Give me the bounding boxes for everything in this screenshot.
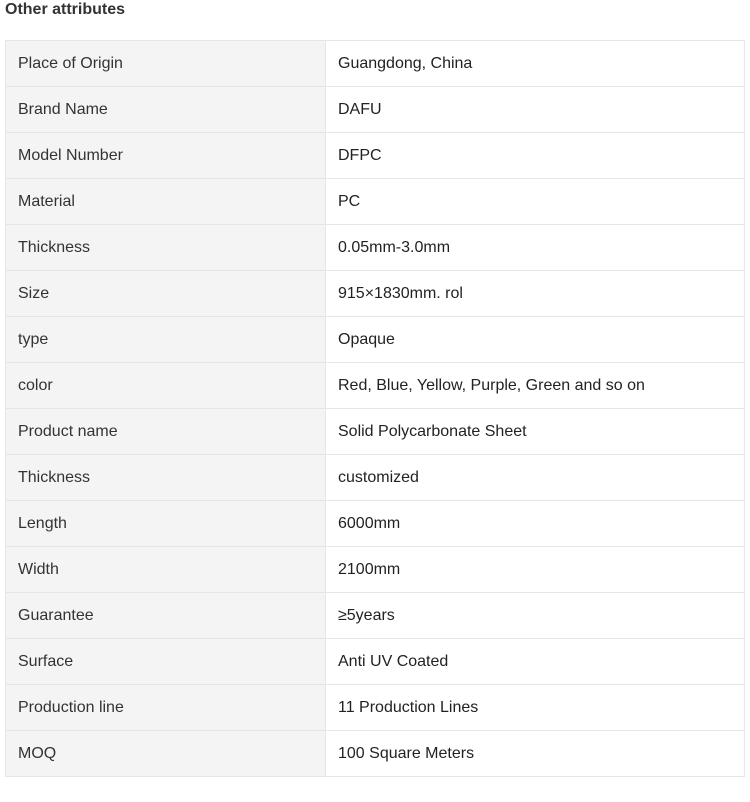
attribute-value: 11 Production Lines xyxy=(326,685,745,731)
attribute-value: 915×1830mm. rol xyxy=(326,271,745,317)
attribute-value: PC xyxy=(326,179,745,225)
attribute-value: 2100mm xyxy=(326,547,745,593)
attribute-name: Brand Name xyxy=(6,87,326,133)
attribute-name: Surface xyxy=(6,639,326,685)
table-row xyxy=(6,271,745,317)
attributes-table xyxy=(5,40,745,777)
attribute-name: Production line xyxy=(6,685,326,731)
table-row xyxy=(6,731,745,777)
attribute-name: Place of Origin xyxy=(6,41,326,87)
attribute-name: type xyxy=(6,317,326,363)
attribute-name: Size xyxy=(6,271,326,317)
attribute-value: customized xyxy=(326,455,745,501)
attribute-name: Model Number xyxy=(6,133,326,179)
table-row xyxy=(6,547,745,593)
table-row xyxy=(6,363,745,409)
attribute-value: Solid Polycarbonate Sheet xyxy=(326,409,745,455)
table-row xyxy=(6,455,745,501)
table-row xyxy=(6,685,745,731)
attribute-value: DFPC xyxy=(326,133,745,179)
attribute-value: Red, Blue, Yellow, Purple, Green and so on xyxy=(326,363,745,409)
attribute-value: Guangdong, China xyxy=(326,41,745,87)
table-row xyxy=(6,639,745,685)
attribute-name: Guarantee xyxy=(6,593,326,639)
attribute-name: Thickness xyxy=(6,455,326,501)
table-row xyxy=(6,593,745,639)
attribute-value: 6000mm xyxy=(326,501,745,547)
attribute-value: Anti UV Coated xyxy=(326,639,745,685)
table-row xyxy=(6,409,745,455)
attribute-name: color xyxy=(6,363,326,409)
attribute-value: DAFU xyxy=(326,87,745,133)
table-row xyxy=(6,225,745,271)
attribute-name: MOQ xyxy=(6,731,326,777)
attribute-name: Length xyxy=(6,501,326,547)
section-title: Other attributes xyxy=(5,1,126,18)
attribute-value: ≥5years xyxy=(326,593,745,639)
attribute-name: Thickness xyxy=(6,225,326,271)
table-row xyxy=(6,179,745,225)
attribute-name: Material xyxy=(6,179,326,225)
attribute-value: 0.05mm-3.0mm xyxy=(326,225,745,271)
attribute-value: 100 Square Meters xyxy=(326,731,745,777)
table-row xyxy=(6,87,745,133)
table-row xyxy=(6,501,745,547)
table-row xyxy=(6,41,745,87)
attribute-name: Product name xyxy=(6,409,326,455)
attribute-value: Opaque xyxy=(326,317,745,363)
table-row xyxy=(6,317,745,363)
attribute-name: Width xyxy=(6,547,326,593)
table-row xyxy=(6,133,745,179)
